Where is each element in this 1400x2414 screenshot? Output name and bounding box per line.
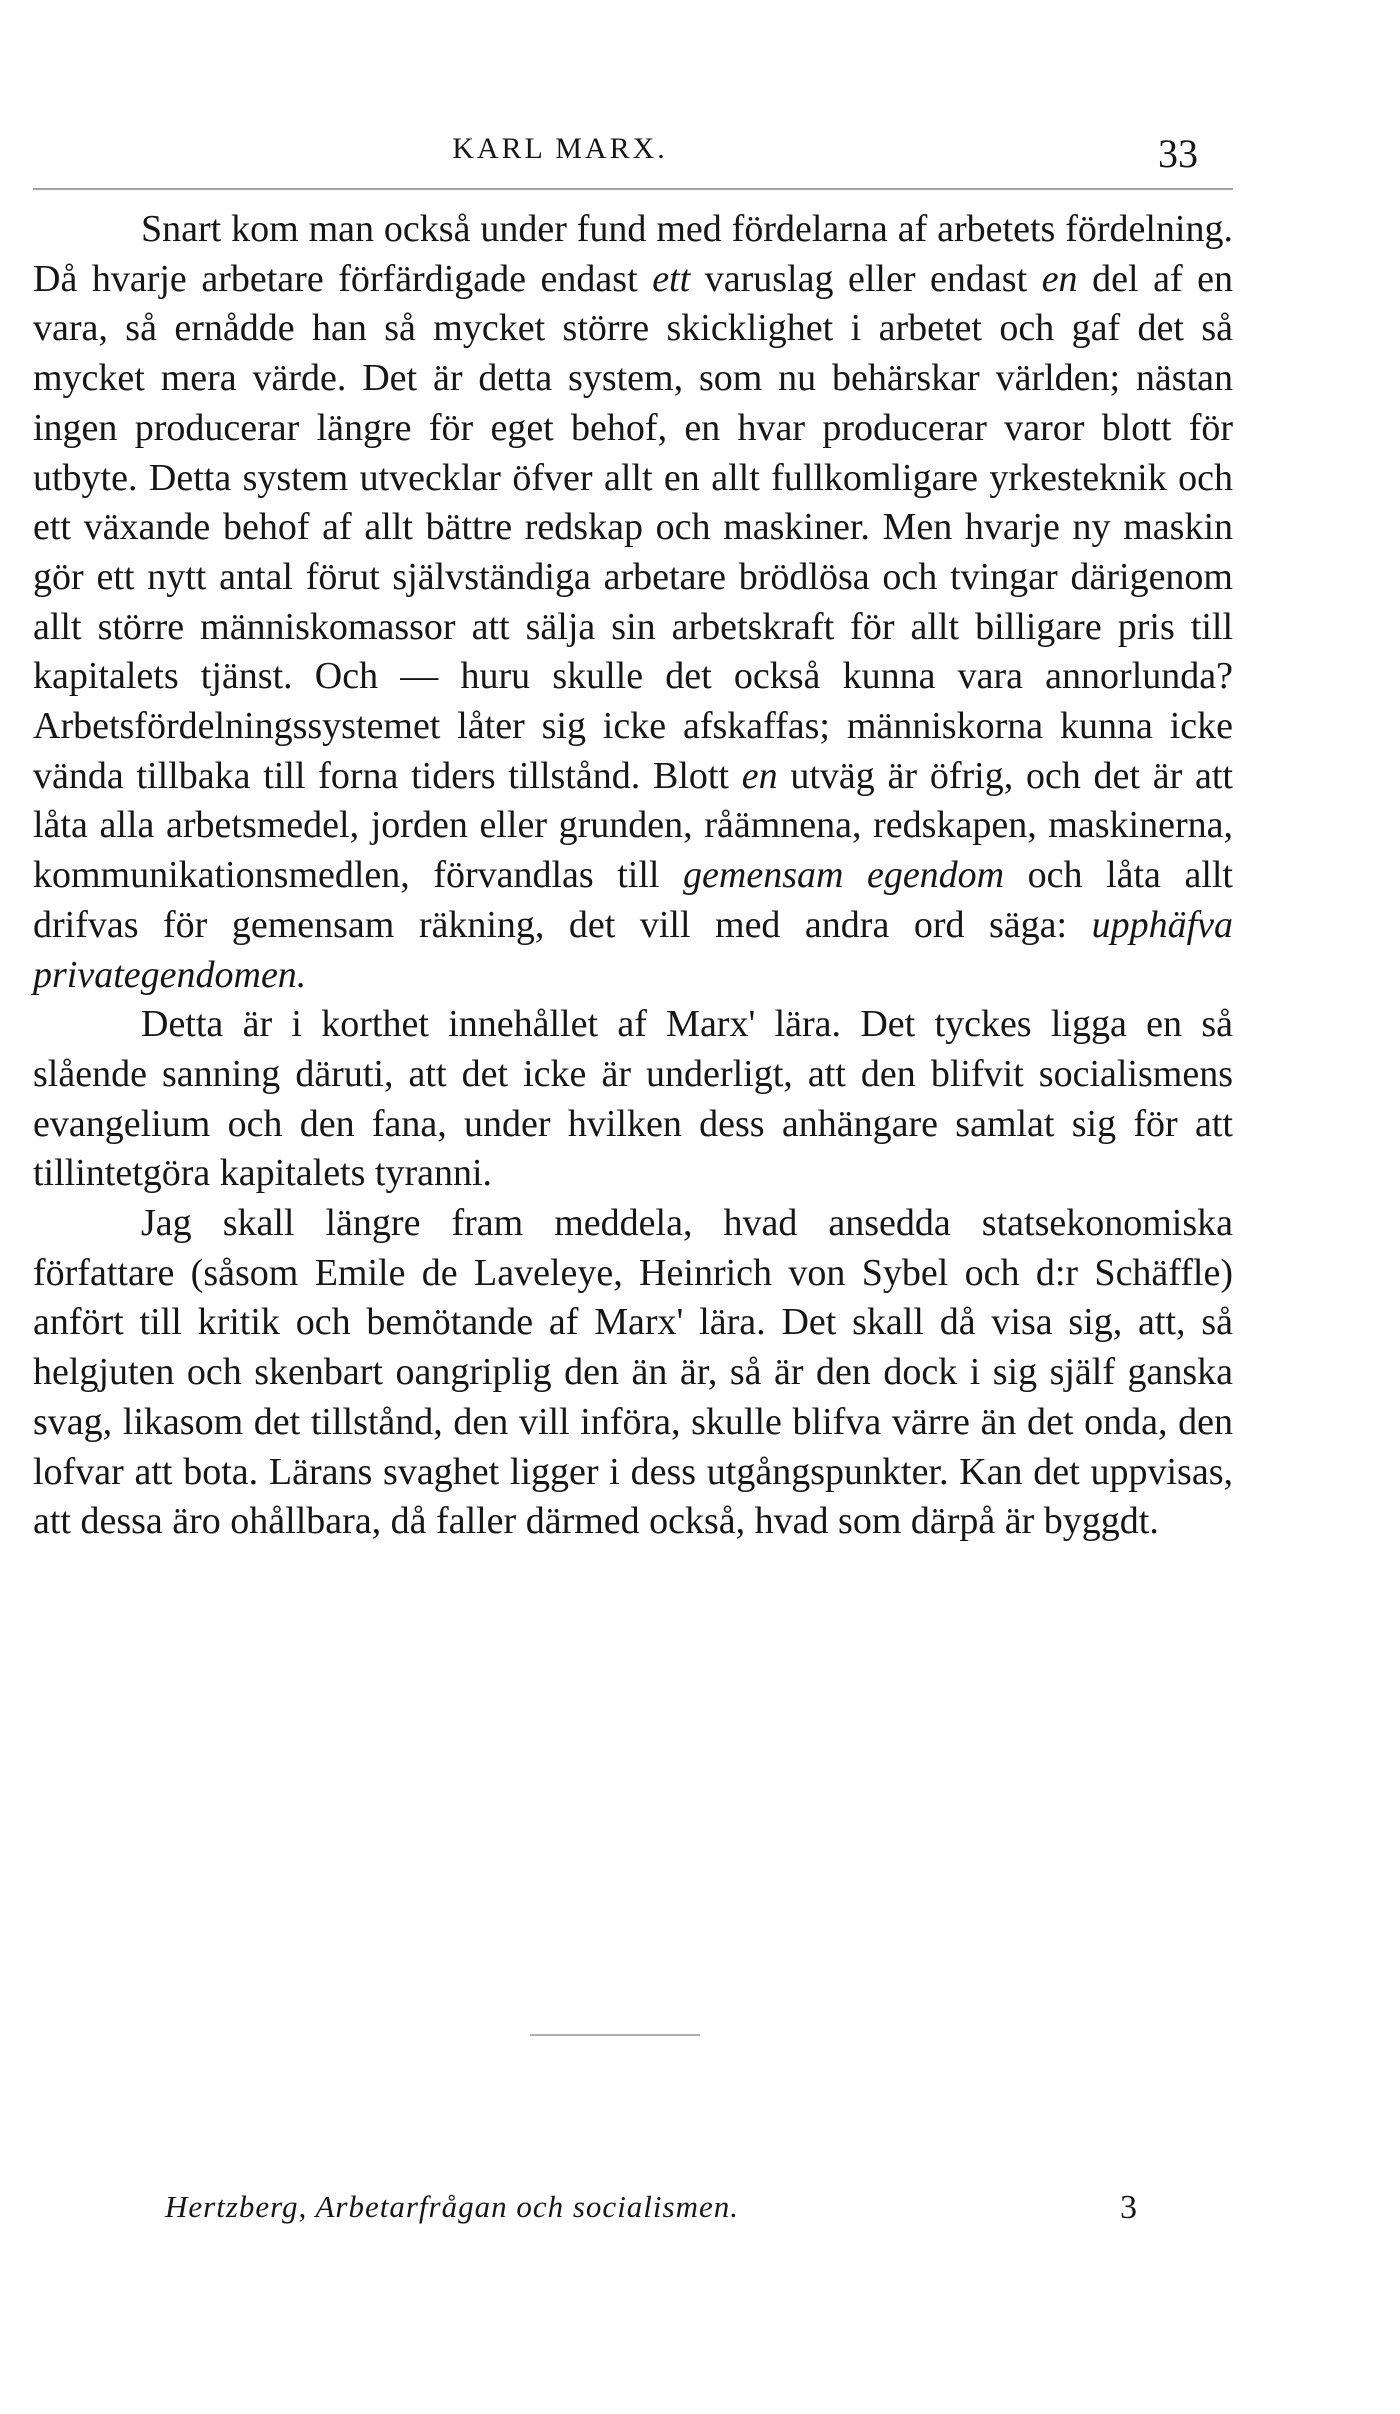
- page-number: 33: [1158, 131, 1198, 176]
- running-title: KARL MARX.: [452, 132, 668, 165]
- header-rule: [33, 188, 1233, 190]
- paragraph-1-part-5: och låta allt drifvas för gemensam räkning, det vill med andra ord säga:: [33, 854, 1233, 946]
- running-header: [0, 131, 1400, 176]
- paragraph-2: Detta är i korthet innehållet af Marx' lära. Det tyckes ligga en så slående sanning däruti, att det icke är underligt, att den blifvit socialismens evangelium och den fana, under hvilken dess anhängare samlat sig för att tillintetgöra kapitalets tyranni.: [33, 1003, 1233, 1195]
- page-body: [33, 205, 1233, 1547]
- paragraph-1-emph-3: en: [741, 754, 778, 797]
- section-divider: [530, 2034, 700, 2036]
- paragraph-1-part-3: del af en vara, så ernådde han så mycket större skicklighet i arbetet och gaf det så mycket mera värde. Det är detta system, som nu behärskar världen; nästan ingen producerar längre för eget behof, en hvar producerar varor blott för utbyte. Detta system utvecklar öfver allt en allt fullkomligare yrkesteknik och ett växande behof af allt bättre redskap och maskiner. Men hvarje ny maskin gör ett nytt antal förut självständiga arbetare brödlösa och tvingar därigenom allt större människomassor att sälja sin arbetskraft för allt billigare pris till kapitalets tjänst. Och — huru skulle det också kunna vara annorlunda? Arbetsfördelningssystemet låter sig icke afskaffas; människorna kunna icke vända tillbaka till forna tiders tillstånd. Blott: [33, 257, 1234, 797]
- paragraph-3: Jag skall längre fram meddela, hvad ansedda statsekonomiska författare (såsom Emile de Laveleye, Heinrich von Sybel och d:r Schäffle) anfört till kritik och bemötande af Marx' lära. Det skall då visa sig, att, så helgjuten och skenbart oangriplig den än är, så är den dock i sig själf ganska svag, likasom det tillstånd, den vill införa, skulle blifva värre än det onda, den lofvar att bota. Lärans svaghet ligger i dess utgångspunkter. Kan det uppvisas, att dessa äro ohållbara, då faller därmed också, hvad som därpå är byggdt.: [33, 1202, 1233, 1543]
- paragraph-1-part-2: varuslag eller endast: [690, 257, 1042, 300]
- signature-text: Hertzberg, Arbetarfrågan och socialismen.: [165, 2189, 739, 2224]
- paragraph-1-part-1: Snart kom man också under fund med fördelarna af arbetets fördelning. Då hvarje arbetare förfärdigade endast: [33, 208, 1233, 300]
- signature-number: 3: [1120, 2189, 1138, 2226]
- paragraph-1-part-4: utväg är öfrig, och det är att låta alla arbetsmedel, jorden eller grunden, råämnena, redskapen, maskinerna, kommunikationsmedlen, förvandlas till: [33, 754, 1233, 897]
- footer-signature: [165, 2189, 1205, 2225]
- paragraph-1: [33, 205, 1233, 1000]
- paragraph-1-emph-4: gemensam egendom: [683, 854, 1005, 897]
- paragraph-1-emph-2: en: [1041, 257, 1078, 300]
- paragraph-1-emph-5: upphäfva privategendomen.: [33, 903, 1233, 996]
- paragraph-1-emph-1: ett: [652, 257, 691, 300]
